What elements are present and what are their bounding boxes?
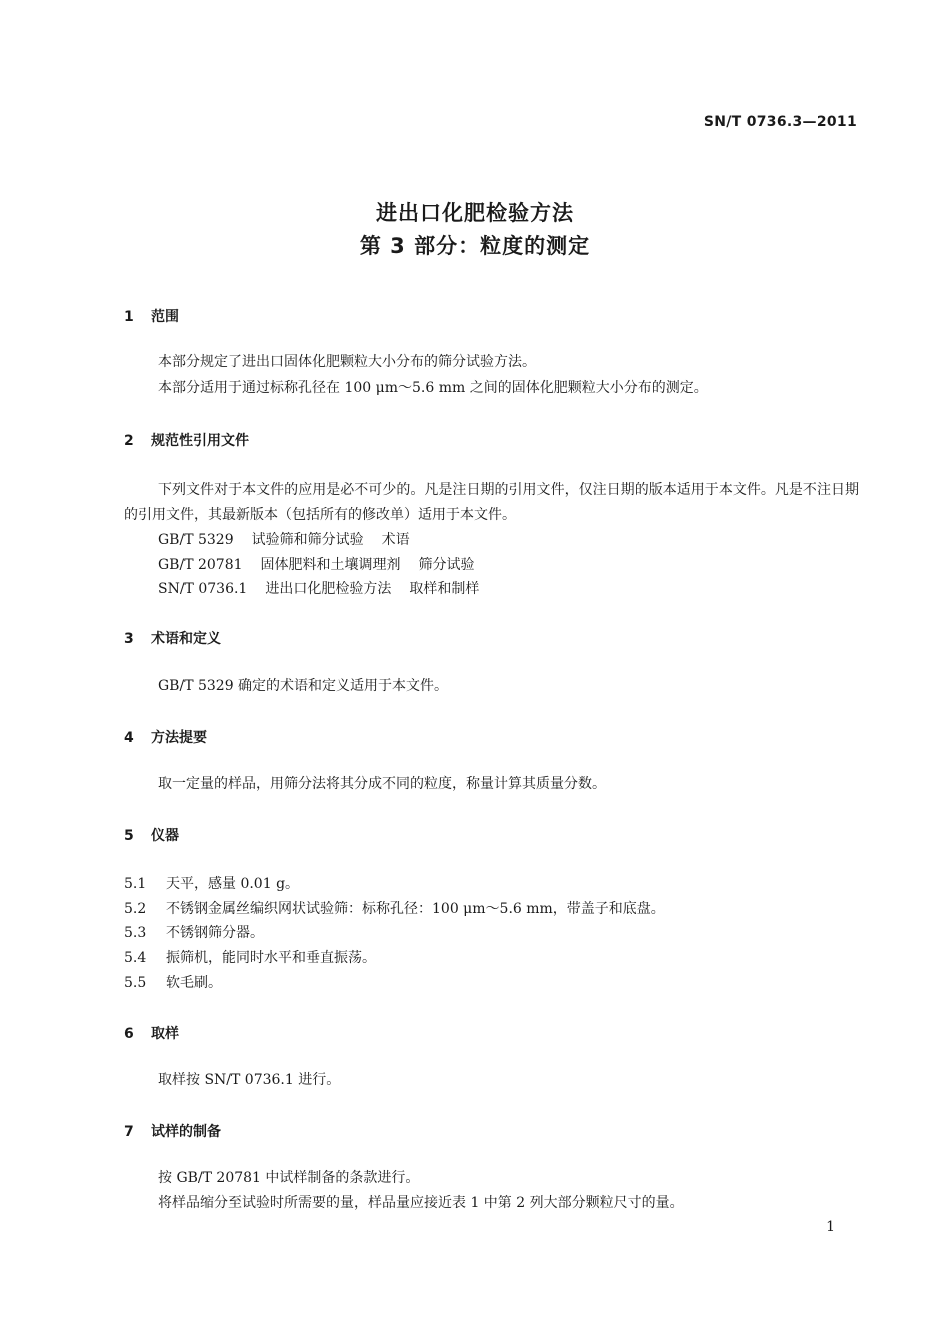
item-text: 不锈钢筛分器。: [166, 925, 264, 941]
section-number: 1: [124, 309, 134, 325]
section-1-paragraph-2: 本部分适用于通过标称孔径在 100 μm～5.6 mm 之间的固体化肥颗粒大小分布的测定。: [158, 380, 708, 396]
item-number: 5.1: [124, 876, 147, 892]
reference-title-b: 筛分试验: [418, 557, 475, 573]
document-subtitle: 第 3 部分：粒度的测定: [359, 234, 591, 258]
section-title: 试样的制备: [151, 1124, 221, 1140]
reference-title-a: 固体肥料和土壤调理剂: [260, 557, 401, 573]
item-number: 5.4: [124, 950, 147, 966]
item-text: 不锈钢金属丝编织网状试验筛：标称孔径：100 μm～5.6 mm，带盖子和底盘。: [166, 901, 665, 917]
section-4-heading: [124, 727, 207, 747]
section-number: 5: [124, 828, 134, 844]
section-3-heading: [124, 628, 221, 648]
section-4-paragraph-1: 取一定量的样品，用筛分法将其分成不同的粒度，称量计算其质量分数。: [158, 776, 606, 792]
section-1-paragraph-1: 本部分规定了进出口固体化肥颗粒大小分布的筛分试验方法。: [158, 354, 536, 370]
item-number: 5.3: [124, 925, 147, 941]
section-7-heading: [124, 1121, 221, 1141]
item-text: 天平，感量 0.01 g。: [166, 876, 300, 892]
section-number: 3: [124, 631, 134, 647]
reference-item: [158, 529, 410, 549]
section-title: 仪器: [151, 828, 179, 844]
instrument-item: [124, 898, 665, 918]
section-title: 规范性引用文件: [151, 433, 249, 449]
document-title: 进出口化肥检验方法: [376, 201, 574, 225]
reference-code: GB/T 5329: [158, 532, 234, 548]
section-number: 4: [124, 730, 134, 746]
section-title: 术语和定义: [151, 631, 221, 647]
section-number: 2: [124, 433, 134, 449]
reference-title-b: 术语: [381, 532, 410, 548]
section-6-paragraph-1: 取样按 SN/T 0736.1 进行。: [158, 1072, 341, 1088]
section-5-heading: [124, 825, 179, 845]
instrument-item: [124, 972, 222, 992]
standard-code: SN/T 0736.3—2011: [703, 114, 857, 130]
item-number: 5.2: [124, 901, 147, 917]
reference-item: [158, 554, 475, 574]
section-1-heading: [124, 306, 179, 326]
section-7-paragraph-1: 按 GB/T 20781 中试样制备的条款进行。: [158, 1170, 420, 1186]
reference-code: SN/T 0736.1: [158, 581, 248, 597]
item-number: 5.5: [124, 975, 147, 991]
page-number: 1: [826, 1219, 835, 1235]
reference-code: GB/T 20781: [158, 557, 243, 573]
section-2-heading: [124, 430, 249, 450]
section-7-paragraph-2: 将样品缩分至试验时所需要的量，样品量应接近表 1 中第 2 列大部分颗粒尺寸的量。: [158, 1195, 684, 1211]
section-title: 范围: [151, 309, 179, 325]
section-2-paragraph-1: 下列文件对于本文件的应用是必不可少的。凡是注日期的引用文件，仅注日期的版本适用于本文件。凡是不注日期的引用文件，其最新版本（包括所有的修改单）适用于本文件。: [124, 482, 859, 523]
section-3-paragraph-1: GB/T 5329 确定的术语和定义适用于本文件。: [158, 678, 449, 694]
reference-title-a: 进出口化肥检验方法: [265, 581, 392, 597]
instrument-item: [124, 947, 376, 967]
section-title: 方法提要: [151, 730, 207, 746]
reference-title-a: 试验筛和筛分试验: [251, 532, 364, 548]
instrument-item: [124, 922, 264, 942]
item-text: 软毛刷。: [166, 975, 222, 991]
reference-title-b: 取样和制样: [409, 581, 480, 597]
section-title: 取样: [151, 1026, 179, 1042]
reference-item: [158, 578, 479, 598]
section-6-heading: [124, 1023, 179, 1043]
instrument-item: [124, 873, 299, 893]
item-text: 振筛机，能同时水平和垂直振荡。: [166, 950, 376, 966]
section-number: 6: [124, 1026, 134, 1042]
section-number: 7: [124, 1124, 134, 1140]
